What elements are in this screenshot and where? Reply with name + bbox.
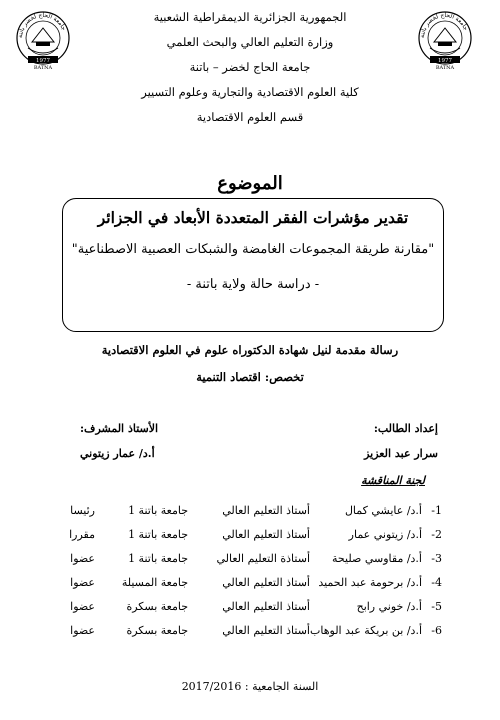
committee-member-role: عضوا: [70, 552, 95, 565]
committee-number: 4-: [431, 576, 442, 589]
header-republic: الجمهورية الجزائرية الديمقراطية الشعبية: [153, 10, 347, 24]
university-logo-left: [14, 8, 72, 70]
thesis-title: تقدير مؤشرات الفقر المتعددة الأبعاد في الجزائر: [97, 208, 409, 227]
committee-member-name: أ.د/ بن بريكة عبد الوهاب: [310, 624, 422, 637]
committee-member-name: أ.د/ مقاوسي صليحة: [332, 552, 422, 565]
thesis-description: رسالة مقدمة لنيل شهادة الدكتوراه علوم في العلوم الاقتصادية: [101, 343, 399, 357]
supervisor-name: أ.د/ عمار زيتوني: [80, 447, 155, 460]
header-department: قسم العلوم الاقتصادية: [196, 110, 304, 124]
thesis-subtitle: "مقارنة طريقة المجموعات الغامضة والشبكات العصبية الاصطناعية": [71, 242, 435, 257]
committee-member-role: عضوا: [70, 624, 95, 637]
committee-member-university: جامعة باتنة 1: [128, 552, 188, 565]
committee-label: لجنة المناقشة: [361, 474, 425, 487]
committee-member-name: أ.د/ برحومة عبد الحميد: [318, 576, 422, 589]
logo-latin-name: BATNA: [435, 65, 455, 70]
committee-member-rank: أستاذ التعليم العالي: [222, 624, 310, 637]
committee-number: 6-: [431, 624, 442, 637]
committee-member-university: جامعة المسيلة: [121, 576, 188, 589]
header-ministry: وزارة التعليم العالي والبحث العلمي: [166, 35, 334, 49]
subject-label: الموضوع: [217, 173, 283, 194]
student-name: سرار عبد العزيز: [364, 447, 438, 460]
logo-arc-text: جامعة الحاج لخضر باتنة: [418, 11, 470, 39]
committee-number: 3-: [431, 552, 442, 565]
committee-member-role: عضوا: [70, 600, 95, 613]
committee-member-name: أ.د/ عايشي كمال: [344, 504, 422, 517]
committee-member-name: أ.د/ زيتوني عمار: [348, 528, 422, 541]
thesis-case-study: - دراسة حالة ولاية باتنة -: [186, 277, 320, 292]
student-label: إعداد الطالب:: [373, 422, 438, 435]
supervisor-label: الأستاذ المشرف:: [80, 422, 159, 435]
specialty: تخصص: اقتصاد التنمية: [196, 370, 304, 384]
committee-member-university: جامعة باتنة 1: [128, 528, 188, 541]
logo-latin-name: BATNA: [33, 65, 53, 70]
committee-member-university: جامعة بسكرة: [126, 600, 188, 613]
header-university: جامعة الحاج لخضر – باتنة: [189, 60, 311, 74]
committee-member-university: جامعة باتنة 1: [128, 504, 188, 517]
committee-member-university: جامعة بسكرة: [126, 624, 188, 637]
university-logo-right: [416, 8, 474, 70]
committee-member-role: مقررا: [69, 528, 95, 541]
committee-member-role: رئيسا: [70, 504, 95, 517]
logo-arc-text: جامعة الحاج لخضر باتنة: [16, 11, 68, 39]
logo-year: 1977: [36, 58, 50, 64]
academic-year: السنة الجامعية : 2017/2016: [181, 680, 319, 693]
committee-number: 2-: [431, 528, 442, 541]
committee-member-rank: أستاذ التعليم العالي: [222, 504, 310, 517]
committee-member-rank: أستاذ التعليم العالي: [222, 600, 310, 613]
committee-number: 1-: [431, 504, 442, 517]
committee-number: 5-: [431, 600, 442, 613]
committee-member-rank: أستاذة التعليم العالي: [216, 552, 310, 565]
committee-member-rank: أستاذ التعليم العالي: [222, 528, 310, 541]
committee-member-role: عضوا: [70, 576, 95, 589]
logo-year: 1977: [438, 58, 452, 64]
committee-member-rank: أستاذ التعليم العالي: [222, 576, 310, 589]
committee-member-name: أ.د/ خوني رابح: [356, 600, 422, 613]
header-faculty: كلية العلوم الاقتصادية والتجارية وعلوم التسيير: [141, 85, 359, 99]
